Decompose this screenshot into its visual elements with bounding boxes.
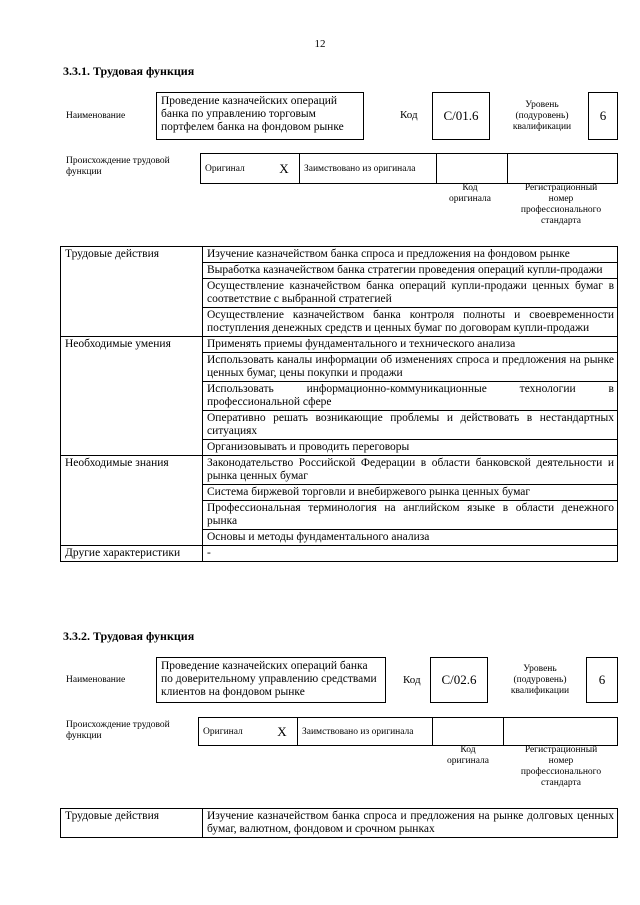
item-cell: Выработка казначейством банка стратегии проведения операций купли-продажи (203, 263, 618, 279)
origin-label: Происхождение трудовой функции (66, 156, 170, 177)
item-cell: Осуществление казначейством банка операций купли-продажи ценных бумаг в соответствие с выбранной стратегией (203, 279, 618, 308)
origin-label: Происхождение трудовой функции (66, 720, 170, 741)
level-value-box: 6 (586, 657, 618, 703)
origin-code-cell (437, 154, 508, 184)
item-cell: Изучение казначейством банка спроса и предложения на рынке долговых ценных бумаг, валютном, фондовом и срочном рынках (203, 809, 618, 838)
code-value-box: C/01.6 (432, 92, 490, 140)
table-row (61, 456, 618, 485)
code-value-box: C/02.6 (430, 657, 488, 703)
code-label: Код (403, 674, 421, 686)
origin-table (198, 717, 618, 746)
item-cell: Профессиональная терминология на английском языке в области денежного рынка (203, 501, 618, 530)
function-name-box: Проведение казначейских операций банка по управлению торговым портфелем банка на фондовом рынке (156, 92, 364, 140)
origin-table (200, 153, 618, 184)
table-row (61, 546, 618, 562)
name-label: Наименование (66, 111, 126, 121)
item-cell: Использовать каналы информации об изменениях спроса и предложения на рынке ценных бумаг, цены покупки и продажи (203, 353, 618, 382)
level-label: Уровень (подуровень) квалификации (510, 663, 570, 696)
item-cell: Организовывать и проводить переговоры (203, 440, 618, 456)
section-title: 3.3.2. Трудовая функция (63, 629, 195, 643)
reg-number-cell (508, 154, 618, 184)
name-label: Наименование (66, 675, 126, 685)
original-label: Оригинал (201, 154, 270, 184)
item-cell: Оперативно решать возникающие проблемы и действовать в нестандартных ситуациях (203, 411, 618, 440)
item-cell: - (203, 546, 618, 562)
item-cell: Использовать информационно-коммуникационные технологии в профессиональной сфере (203, 382, 618, 411)
original-mark: X (269, 154, 300, 184)
item-cell: Осуществление казначейством банка контроля полноты и своевременности поступления денежных средств и ценных бумаг по договорам купли-продажи (203, 308, 618, 337)
origin-code-label: Код оригинала (447, 745, 489, 766)
table-row (61, 337, 618, 353)
origin-code-cell (433, 718, 504, 746)
item-cell: Применять приемы фундаментального и технического анализа (203, 337, 618, 353)
category-cell: Другие характеристики (61, 546, 203, 562)
item-cell: Законодательство Российской Федерации в области банковской деятельности и рынка ценных бумаг (203, 456, 618, 485)
table-row (61, 247, 618, 263)
borrowed-label: Заимствовано из оригинала (298, 718, 433, 746)
original-mark: X (267, 718, 298, 746)
level-label: Уровень (подуровень) квалификации (512, 99, 572, 132)
reg-number-label: Регистрационный номер профессионального стандарта (520, 745, 602, 788)
reg-number-cell (504, 718, 618, 746)
item-cell: Основы и методы фундаментального анализа (203, 530, 618, 546)
category-cell: Необходимые знания (61, 456, 203, 546)
function-table (60, 246, 618, 562)
category-cell: Необходимые умения (61, 337, 203, 456)
origin-code-label: Код оригинала (449, 183, 491, 204)
original-label: Оригинал (199, 718, 268, 746)
code-label: Код (400, 109, 418, 121)
category-cell: Трудовые действия (61, 247, 203, 337)
item-cell: Система биржевой торговли и внебиржевого рынка ценных бумаг (203, 485, 618, 501)
table-row (61, 809, 618, 838)
section-title: 3.3.1. Трудовая функция (63, 64, 195, 78)
level-value-box: 6 (588, 92, 618, 140)
category-cell: Трудовые действия (61, 809, 203, 838)
borrowed-label: Заимствовано из оригинала (300, 154, 437, 184)
function-name-box: Проведение казначейских операций банка по доверительному управлению средствами клиентов на фондовом рынке (156, 657, 386, 703)
page-number: 12 (314, 38, 326, 50)
function-table (60, 808, 618, 838)
item-cell: Изучение казначейством банка спроса и предложения на фондовом рынке (203, 247, 618, 263)
reg-number-label: Регистрационный номер профессионального стандарта (520, 183, 602, 226)
